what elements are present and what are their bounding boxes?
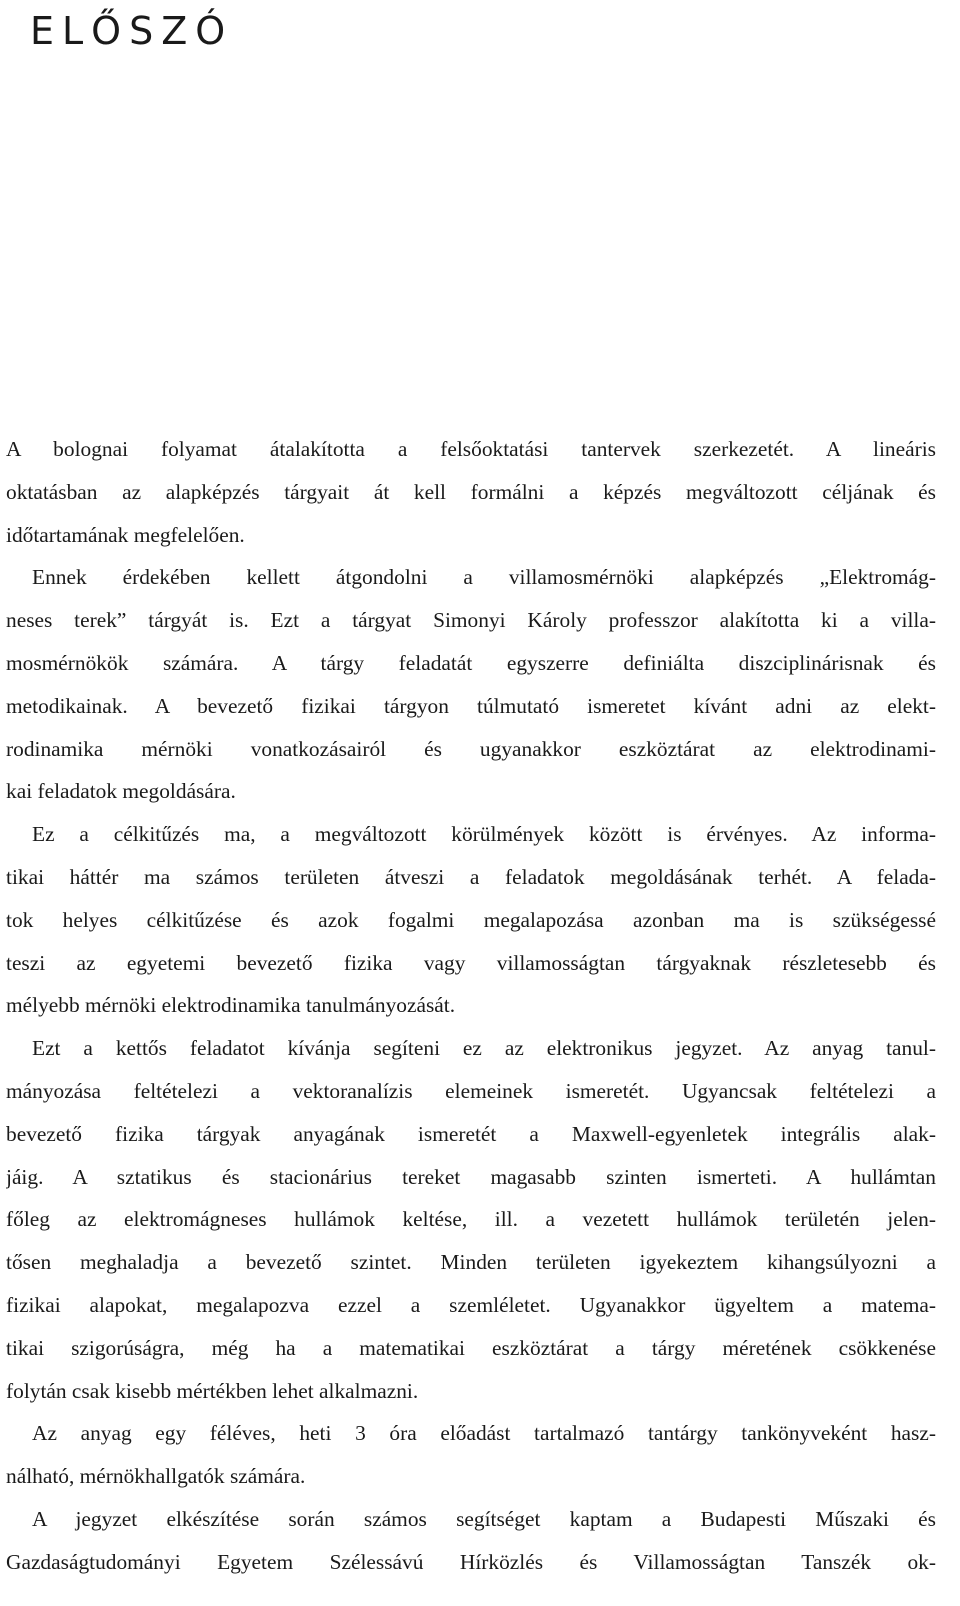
text-line: nálható, mérnökhallgatók számára. xyxy=(6,1464,306,1489)
text-line: teszi az egyetemi bevezető fizika vagy villamosságtan tárgyaknak részletesebb és xyxy=(6,950,936,975)
text-line: bevezető fizika tárgyak anyagának ismeretét a Maxwell-egyenletek integrális alak- xyxy=(6,1121,936,1146)
text-line: folytán csak kisebb mértékben lehet alkalmazni. xyxy=(6,1378,419,1403)
text-line: jáig. A sztatikus és stacionárius tereket magasabb szinten ismerteti. A hullámtan xyxy=(6,1164,936,1189)
text-line: tősen meghaladja a bevezető szintet. Minden területen igyekeztem kihangsúlyozni a xyxy=(6,1250,936,1275)
text-line: Ez a célkitűzés ma, a megváltozott körülmények között is érvényes. Az informa- xyxy=(32,822,936,847)
text-line: tikai szigorúságra, még ha a matematikai eszköztárat a tárgy méretének csökkenése xyxy=(6,1335,936,1360)
text-line: rodinamika mérnöki vonatkozásairól és ugyanakkor eszköztárat az elektrodinami- xyxy=(6,736,936,761)
text-line: Gazdaságtudományi Egyetem Szélessávú Hírközlés és Villamosságtan Tanszék ok- xyxy=(6,1549,936,1574)
text-line: A jegyzet elkészítése során számos segítséget kaptam a Budapesti Műszaki és xyxy=(32,1506,936,1531)
text-line: időtartamának megfelelően. xyxy=(6,522,245,547)
text-line: mélyebb mérnöki elektrodinamika tanulmányozását. xyxy=(6,993,456,1018)
text-line: Ezt a kettős feladatot kívánja segíteni ez az elektronikus jegyzet. Az anyag tanul- xyxy=(32,1036,936,1061)
text-line: kai feladatok megoldására. xyxy=(6,779,236,804)
text-line: A bolognai folyamat átalakította a felsőoktatási tantervek szerkezetét. A lineáris xyxy=(6,437,936,461)
text-line: fizikai alapokat, megalapozva ezzel a szemléletet. Ugyanakkor ügyeltem a matema- xyxy=(6,1292,936,1317)
text-line: tok helyes célkitűzése és azok fogalmi megalapozása azonban ma is szükségessé xyxy=(6,907,936,932)
text-line: metodikainak. A bevezető fizikai tárgyon túlmutató ismeretet kívánt adni az elekt- xyxy=(6,693,936,718)
text-line: mányozása feltételezi a vektoranalízis elemeinek ismeretét. Ugyancsak feltételezi a xyxy=(6,1078,936,1103)
text-line: tikai háttér ma számos területen átveszi a feladatok megoldásának terhét. A felada- xyxy=(6,864,936,889)
preface-body xyxy=(6,428,936,1584)
text-line: mosmérnökök számára. A tárgy feladatát egyszerre definiálta diszciplinárisnak és xyxy=(6,650,936,675)
text-line: főleg az elektromágneses hullámok keltése, ill. a vezetett hullámok területén jelen- xyxy=(6,1207,936,1232)
text-line: Ennek érdekében kellett átgondolni a villamosmérnöki alapképzés „Elektromág- xyxy=(32,565,936,590)
text-line: oktatásban az alapképzés tárgyait át kell formálni a képzés megváltozott céljának és xyxy=(6,479,936,504)
text-line: Az anyag egy féléves, heti 3 óra előadást tartalmazó tantárgy tankönyveként hasz- xyxy=(32,1421,936,1446)
text-line: neses terek” tárgyát is. Ezt a tárgyat Simonyi Károly professzor alakította ki a villa- xyxy=(6,608,936,633)
chapter-title: ELŐSZÓ xyxy=(30,9,234,53)
